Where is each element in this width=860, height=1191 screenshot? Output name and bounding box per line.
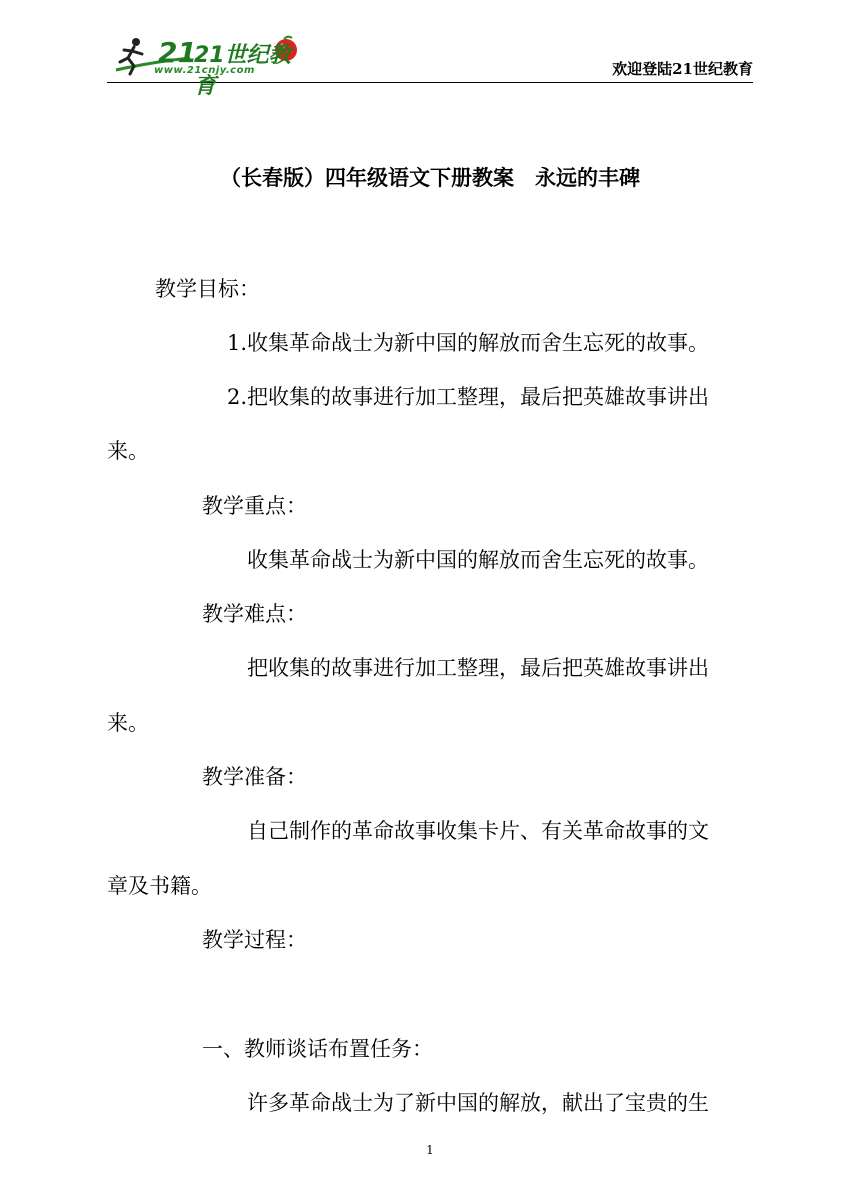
page-number: 1 [426,1143,434,1157]
paragraph-line: 章及书籍。 [107,874,212,898]
logo-text: 21世纪教育 [194,43,291,99]
section-heading: 教学目标： [155,277,260,301]
paragraph-line: 把收集的故事进行加工整理，最后把英雄故事讲出 [247,656,709,680]
paragraph-line: 2.把收集的故事进行加工整理，最后把英雄故事讲出 [227,385,710,409]
section-heading: 教学难点： [202,602,307,626]
section-heading: 一、教师谈话布置任务： [202,1037,433,1061]
paragraph-line: 来。 [107,439,149,463]
site-logo[interactable] [112,32,312,99]
paragraph-line: 收集革命战士为新中国的解放而舍生忘死的故事。 [247,548,709,572]
paragraph-line: 1.收集革命战士为新中国的解放而舍生忘死的故事。 [227,331,710,355]
section-heading: 教学重点： [202,494,307,518]
section-heading: 教学准备： [202,765,307,789]
paragraph-line: 自己制作的革命故事收集卡片、有关革命故事的文 [247,819,709,843]
paragraph-line: 来。 [107,711,149,735]
section-heading: 教学过程： [202,928,307,952]
header-welcome-text: 欢迎登陆21世纪教育 [612,60,753,78]
logo-url: www.21cnjy.com [154,65,255,76]
page-header [107,30,753,99]
svg-text:21: 21 [158,36,197,69]
document-title: （长春版）四年级语文下册教案 永远的丰碑 [220,165,640,190]
paragraph-line: 许多革命战士为了新中国的解放，献出了宝贵的生 [247,1091,709,1115]
